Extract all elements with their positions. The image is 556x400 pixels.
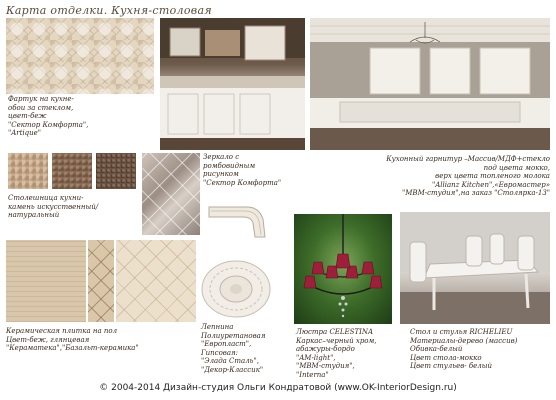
kitchen-photo-right [310,18,550,150]
stone-swatch-2 [52,153,92,189]
caption-cornice: Лепнина Полиуретановая "Европласт", Гипсовая: "Элада Сталь", "Декор-Классик" [201,323,266,374]
page-title: Карта отделки. Кухня-столовая [6,4,212,17]
stone-swatch-1 [8,153,48,189]
caption-mirror: Зеркало с ромбовидным рисунком "Сектор Комфорта" [203,153,282,187]
caption-kitchen-set: Кухонный гарнитур –Массив/МДФ+стекло под цвета мокко, верх цвета топленого молока "Allianz Kitchen",«Евромастер» "МВМ-студия",на заказ "Столярка-13" [386,155,550,197]
caption-countertop: Столешница кухни- камень искусственный/ натуральный [8,194,99,219]
table-chairs-photo [400,212,550,324]
kitchen-photo-left [160,18,305,150]
floor-tile-stripes [6,240,86,322]
ceiling-rosette-image [198,258,274,320]
mirror-swatch [142,153,200,235]
stone-swatch-3 [96,153,136,189]
caption-chandelier: Люстра CELESTINA Каркас–черный хром, абажуры-бордо "AM-light", "МВМ-студия", "Interna" [296,328,377,379]
floor-tile-rhombus [88,240,114,322]
floor-tile-pale [116,240,196,322]
caption-tile: Керамическая плитка на пол Цвет-беж, глянцевая "Кераматека","Базальт-керамика" [6,327,139,352]
chandelier-photo [294,214,392,324]
wallpaper-swatch [6,18,154,94]
caption-table: Стол и стулья RICHELIEU Материалы-дерево (массив) Обивка-белый Цвет стола-мокко Цвет стульев- белый [410,328,518,370]
cornice-molding-image [207,197,269,245]
footer-copyright: © 2004-2014 Дизайн-студия Ольги Кондратовой (www.OK-InteriorDesign.ru) [99,383,457,393]
caption-apron: Фартук на кухне- обои за стеклом, цвет-беж "Сектор Комфорта", "Artique" [8,95,89,137]
